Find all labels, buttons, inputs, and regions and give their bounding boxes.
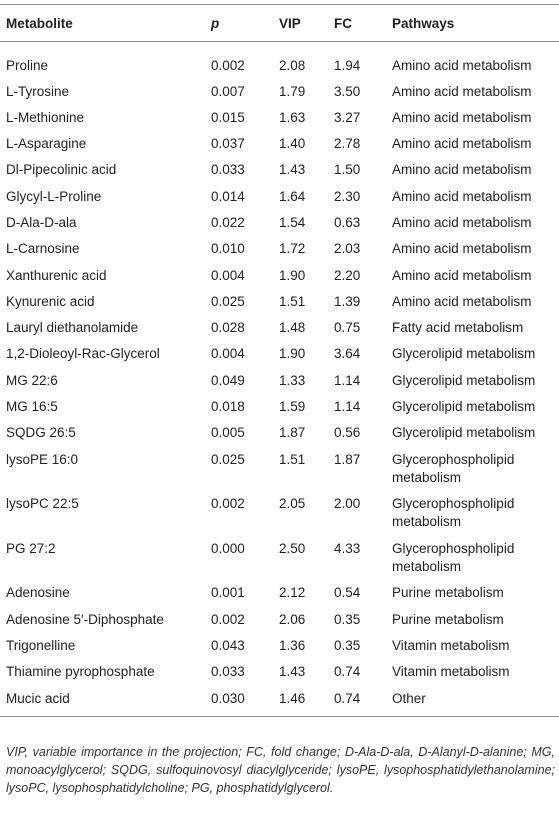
table-row — [0, 237, 559, 263]
table-row — [0, 448, 559, 493]
vip-cell: 2.12 — [279, 585, 306, 601]
vip-cell: 1.51 — [279, 451, 306, 467]
fc-cell: 1.50 — [334, 162, 361, 178]
metabolite-cell: Adenosine 5′-Diphosphate — [6, 611, 164, 627]
fc-cell: 0.35 — [334, 638, 361, 654]
p-value-cell: 0.037 — [211, 136, 245, 152]
pathway-cell: Purine metabolism — [392, 585, 504, 601]
fc-cell: 1.39 — [334, 293, 361, 309]
table-row — [0, 581, 559, 607]
fc-cell: 0.56 — [334, 425, 361, 441]
fc-cell: 1.14 — [334, 372, 361, 388]
vip-cell: 1.64 — [279, 188, 306, 204]
vip-cell: 1.33 — [279, 372, 306, 388]
p-value-cell: 0.025 — [211, 293, 245, 309]
table-row — [0, 42, 559, 80]
table-row — [0, 185, 559, 211]
vip-cell: 1.54 — [279, 214, 306, 230]
pathway-cell: Other — [386, 687, 559, 717]
metabolite-cell: 1,2-Dioleoyl-Rac-Glycerol — [6, 346, 160, 362]
metabolite-cell: L-Tyrosine — [6, 83, 70, 99]
fc-cell: 2.20 — [334, 267, 361, 283]
fc-cell: 0.35 — [334, 611, 361, 627]
vip-cell: 1.48 — [279, 320, 306, 336]
p-value-cell: 0.022 — [211, 214, 245, 230]
metabolite-cell: Trigonelline — [6, 638, 76, 654]
p-value-cell: 0.004 — [211, 267, 245, 283]
vip-cell: 1.90 — [279, 267, 306, 283]
table-row — [0, 80, 559, 106]
pathway-cell: Amino acid metabolism — [392, 136, 532, 152]
metabolite-table — [0, 4, 559, 717]
fc-cell: 2.03 — [334, 241, 361, 257]
fc-cell: 2.00 — [334, 496, 361, 512]
p-value-cell: 0.002 — [211, 58, 245, 73]
p-value-cell: 0.033 — [211, 664, 245, 680]
pathway-cell: Fatty acid metabolism — [392, 320, 524, 336]
p-value-cell: 0.002 — [211, 496, 245, 512]
p-value-cell: 0.002 — [211, 611, 245, 627]
p-value-cell: 0.005 — [211, 425, 245, 441]
vip-cell: 1.72 — [279, 241, 306, 257]
fc-cell: 1.14 — [334, 399, 361, 415]
vip-cell: 1.36 — [279, 638, 306, 654]
header-metabolite: Metabolite — [0, 5, 205, 42]
fc-cell: 1.94 — [334, 58, 361, 73]
pathway-cell: Glycerophospholipid metabolism — [392, 451, 515, 485]
metabolite-cell: Proline — [6, 58, 49, 73]
pathway-cell: Vitamin metabolism — [392, 638, 510, 654]
table-row — [0, 342, 559, 368]
vip-cell: 1.43 — [279, 162, 306, 178]
pathway-cell: Glycerophospholipid metabolism — [392, 496, 515, 530]
table-row — [0, 634, 559, 660]
pathway-cell: Amino acid metabolism — [392, 109, 532, 125]
vip-cell: 1.79 — [279, 83, 306, 99]
p-value-cell: 0.015 — [211, 109, 245, 125]
table-row — [0, 290, 559, 316]
fc-cell: 2.78 — [334, 136, 361, 152]
metabolite-cell: MG 16:5 — [6, 399, 58, 415]
p-value-cell: 0.049 — [211, 372, 245, 388]
table-row — [0, 132, 559, 158]
vip-cell: 1.43 — [279, 664, 306, 680]
pathway-cell: Amino acid metabolism — [392, 58, 532, 73]
fc-cell: 3.27 — [334, 109, 361, 125]
table-row — [0, 211, 559, 237]
header-vip: VIP — [273, 5, 328, 42]
table-row — [0, 660, 559, 686]
fc-cell: 2.30 — [334, 188, 361, 204]
header-row — [0, 5, 559, 42]
fc-cell: 0.63 — [334, 214, 361, 230]
pathway-cell: Amino acid metabolism — [392, 293, 532, 309]
table-row — [0, 369, 559, 395]
vip-cell: 1.59 — [279, 399, 306, 415]
p-value-cell: 0.010 — [211, 241, 245, 257]
pathway-cell: Amino acid metabolism — [392, 188, 532, 204]
vip-cell: 2.05 — [279, 496, 306, 512]
p-value-cell: 0.014 — [211, 188, 245, 204]
metabolite-cell: Dl-Pipecolinic acid — [6, 162, 117, 178]
vip-cell: 1.40 — [279, 136, 306, 152]
p-value-cell: 0.007 — [211, 83, 245, 99]
fc-cell: 4.33 — [334, 540, 361, 556]
metabolite-cell: Xanthurenic acid — [6, 267, 107, 283]
fc-cell: 0.75 — [334, 320, 361, 336]
metabolite-cell: L-Carnosine — [6, 241, 80, 257]
table-footnote: VIP, variable importance in the projection; FC, fold change; D-Ala-D-ala, D-Alanyl-D-alanine; MG, monoacylglycerol; SQDG, sulfoquinovosyl diacylglyceride; lysoPE, lysophosphatidylethanolamine; lysoPC, lysophosphatidylcholine; PG, phosphatidylglycerol. — [6, 745, 555, 795]
pathway-cell: Glycerolipid metabolism — [392, 346, 536, 362]
metabolite-cell: MG 22:6 — [6, 372, 58, 388]
header-p: p — [205, 5, 273, 42]
table-row — [0, 608, 559, 634]
table-body — [0, 42, 559, 717]
p-value-cell: 0.028 — [211, 320, 245, 336]
metabolite-cell: Adenosine — [6, 585, 70, 601]
fc-cell: 3.64 — [334, 346, 361, 362]
p-value-cell: 0.004 — [211, 346, 245, 362]
fc-cell: 3.50 — [334, 83, 361, 99]
fc-cell: 0.74 — [328, 687, 386, 717]
pathway-cell: Glycerolipid metabolism — [392, 372, 536, 388]
p-value-cell: 0.030 — [205, 687, 273, 717]
header-fc: FC — [328, 5, 386, 42]
fc-cell: 0.74 — [334, 664, 361, 680]
pathway-cell: Amino acid metabolism — [392, 162, 532, 178]
metabolite-cell: Lauryl diethanolamide — [6, 320, 139, 336]
p-value-cell: 0.033 — [211, 162, 245, 178]
table-row — [0, 106, 559, 132]
p-value-cell: 0.001 — [211, 585, 245, 601]
table-header — [0, 5, 559, 42]
metabolite-cell: Mucic acid — [0, 687, 205, 717]
metabolite-cell: Thiamine pyrophosphate — [6, 664, 155, 680]
vip-cell: 2.08 — [279, 58, 306, 73]
pathway-cell: Amino acid metabolism — [392, 267, 532, 283]
table-row — [0, 158, 559, 184]
metabolite-cell: lysoPE 16:0 — [6, 451, 79, 467]
pathway-cell: Amino acid metabolism — [392, 214, 532, 230]
metabolite-cell: L-Methionine — [6, 109, 85, 125]
p-value-cell: 0.025 — [211, 451, 245, 467]
p-value-cell: 0.018 — [211, 399, 245, 415]
table-row — [0, 264, 559, 290]
table-row — [0, 492, 559, 537]
metabolite-cell: D-Ala-D-ala — [6, 214, 77, 230]
pathway-cell: Purine metabolism — [392, 611, 504, 627]
table-row — [0, 687, 559, 717]
vip-cell: 1.87 — [279, 425, 306, 441]
pathway-cell: Glycerophospholipid metabolism — [392, 540, 515, 574]
metabolite-cell: Glycyl-L-Proline — [6, 188, 102, 204]
metabolite-cell: SQDG 26:5 — [6, 425, 76, 441]
metabolite-cell: L-Asparagine — [6, 136, 87, 152]
vip-cell: 2.50 — [279, 540, 306, 556]
table-row — [0, 537, 559, 582]
p-value-cell: 0.000 — [211, 540, 245, 556]
fc-cell: 1.87 — [334, 451, 361, 467]
vip-cell: 2.06 — [279, 611, 306, 627]
pathway-cell: Glycerolipid metabolism — [392, 425, 536, 441]
table-row — [0, 395, 559, 421]
table-row — [0, 421, 559, 447]
p-value-cell: 0.043 — [211, 638, 245, 654]
pathway-cell: Amino acid metabolism — [392, 83, 532, 99]
pathway-cell: Vitamin metabolism — [392, 664, 510, 680]
metabolite-cell: lysoPC 22:5 — [6, 496, 79, 512]
pathway-cell: Amino acid metabolism — [392, 241, 532, 257]
pathway-cell: Glycerolipid metabolism — [392, 399, 536, 415]
vip-cell: 1.63 — [279, 109, 306, 125]
vip-cell: 1.90 — [279, 346, 306, 362]
vip-cell: 1.51 — [279, 293, 306, 309]
metabolite-cell: Kynurenic acid — [6, 293, 95, 309]
metabolite-cell: PG 27:2 — [6, 540, 56, 556]
fc-cell: 0.54 — [334, 585, 361, 601]
vip-cell: 1.46 — [273, 687, 328, 717]
table-row — [0, 316, 559, 342]
header-pathways: Pathways — [386, 5, 559, 42]
